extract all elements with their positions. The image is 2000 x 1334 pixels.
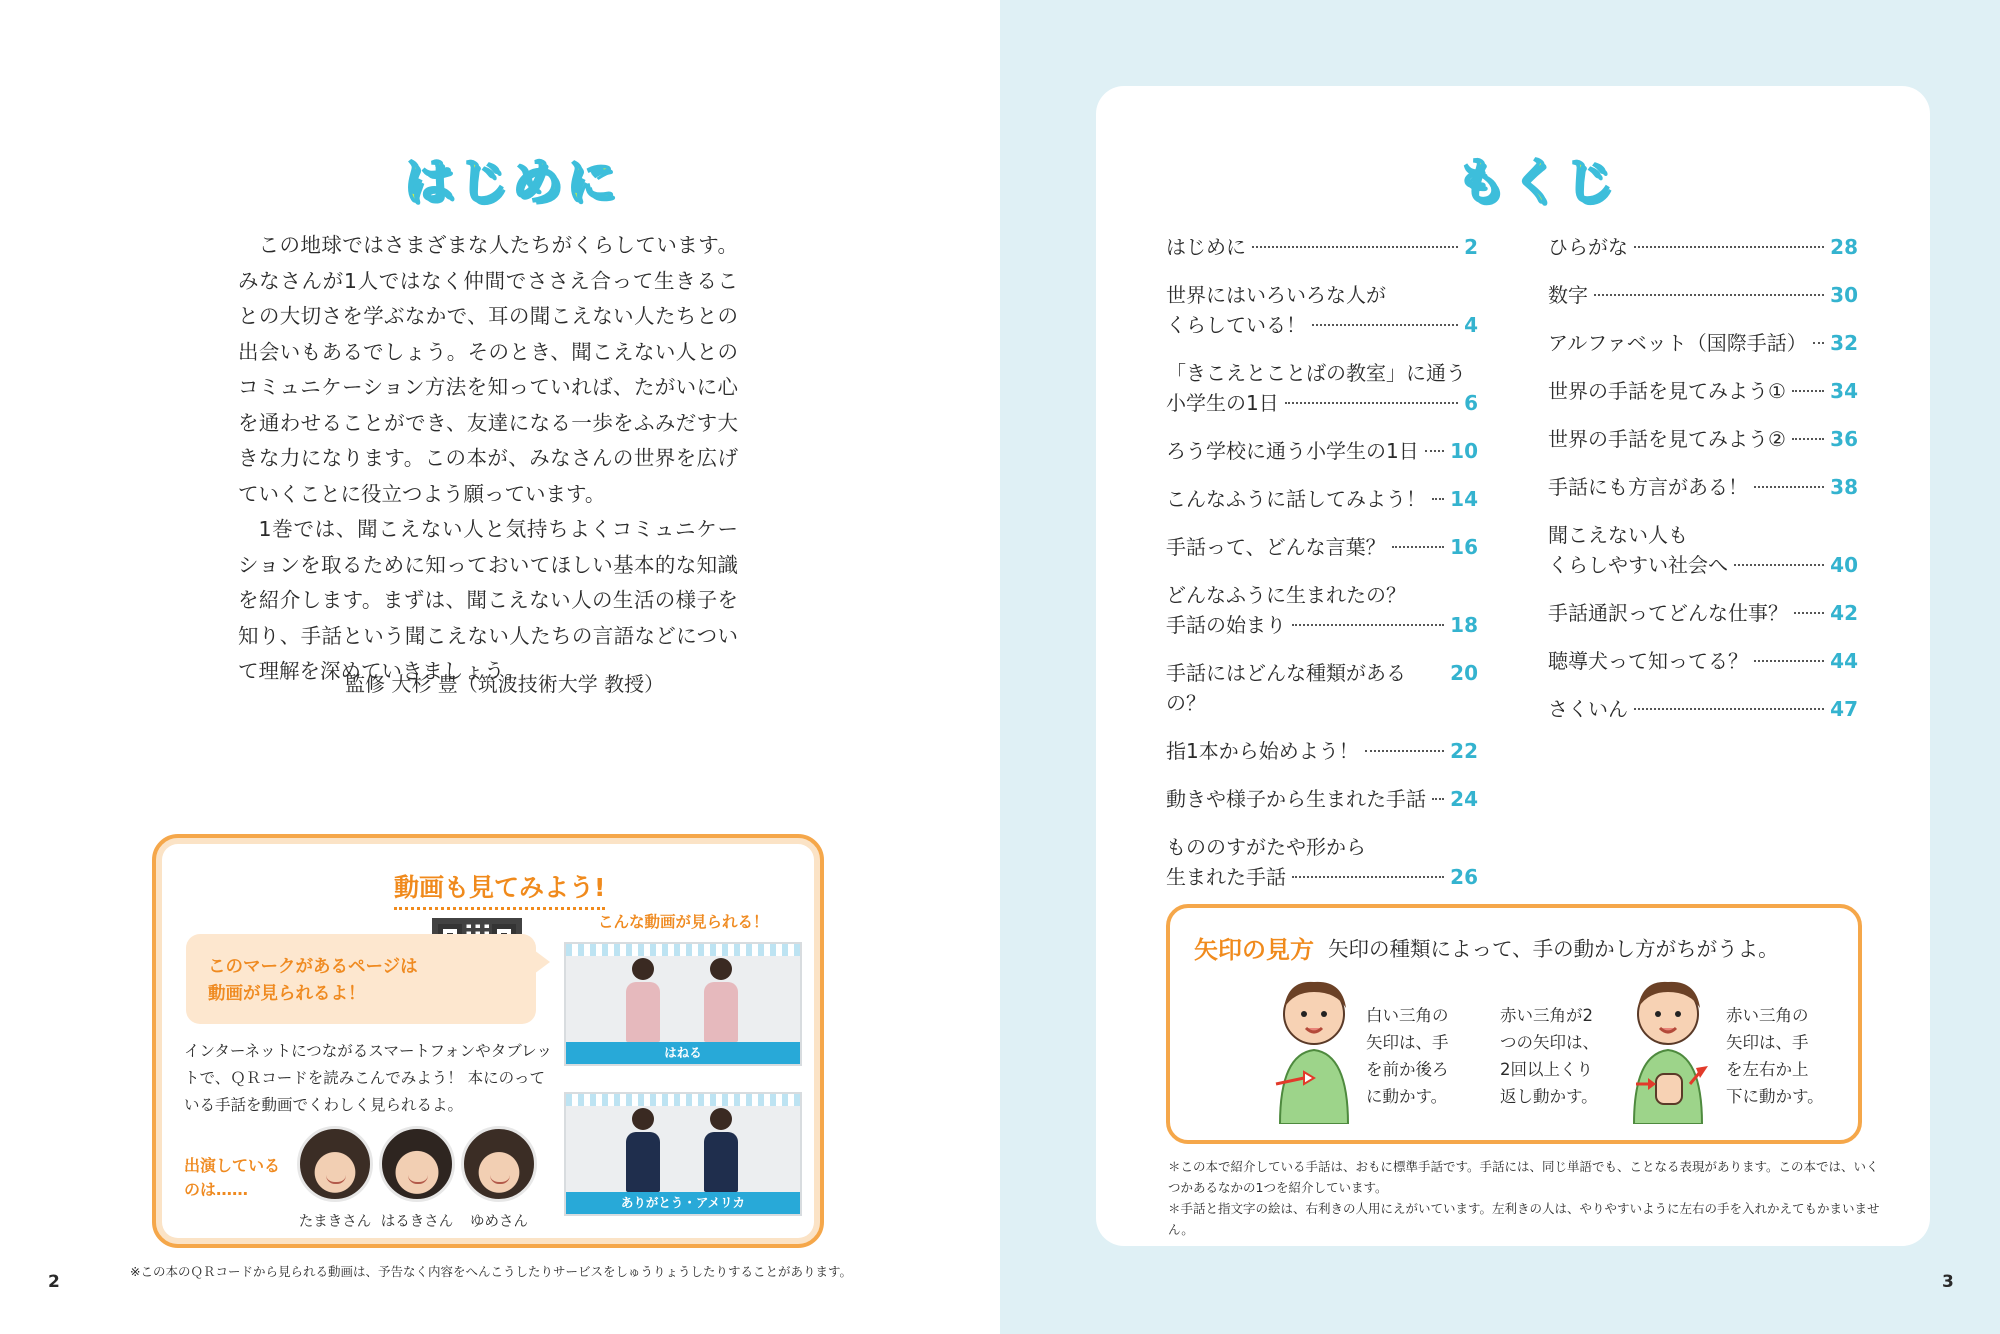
toc-item[interactable]: さくいん 47 xyxy=(1548,697,1858,721)
toc-column-left xyxy=(1166,232,1478,892)
performer-haruki xyxy=(372,1126,462,1231)
toc-item[interactable]: はじめに 2 xyxy=(1166,235,1478,259)
toc-item[interactable]: 聞こえない人も くらしやすい社会へ 40 xyxy=(1548,523,1858,577)
arrow-red-explanation: 赤い三角の 矢印は、手 を左右か上 下に動かす。 xyxy=(1726,1006,1824,1106)
toc-item[interactable]: 世界の手話を見てみよう② 36 xyxy=(1548,427,1858,451)
performer-photo xyxy=(297,1126,373,1202)
footnotes xyxy=(1168,1156,1888,1240)
mark-callout xyxy=(186,934,536,1024)
video-caption: はねる xyxy=(566,1042,800,1064)
toc-item[interactable]: 指1本から始めよう！ 22 xyxy=(1166,739,1478,763)
toc-item[interactable]: アルファベット（国際手話） 32 xyxy=(1548,331,1858,355)
page-number-left: 2 xyxy=(48,1272,60,1292)
performer-name: たまきさん xyxy=(298,1214,372,1230)
toc-item[interactable]: 数字 30 xyxy=(1548,283,1858,307)
performer-photo xyxy=(379,1126,455,1202)
toc-item[interactable]: 手話って、どんな言葉？ 16 xyxy=(1166,535,1478,559)
video-caption: ありがとう・アメリカ xyxy=(566,1192,800,1214)
supervisor-credit: 監修 大杉 豊（筑波技術大学 教授） xyxy=(345,672,665,696)
toc-item[interactable]: ひらがな 28 xyxy=(1548,235,1858,259)
video-thumbnail-arigatou[interactable] xyxy=(564,1092,802,1216)
qr-explanation: インターネットにつながるスマートフォンやタブレットで、ＱＲコードを読みこんでみよう！ 本にのっている手話を動画でくわしく見られるよ。 xyxy=(184,1042,552,1114)
video-thumbnail-haneru[interactable] xyxy=(564,942,802,1066)
toc-item[interactable]: 世界の手話を見てみよう① 34 xyxy=(1548,379,1858,403)
toc-item[interactable]: 世界にはいろいろな人が くらしている！ 4 xyxy=(1166,283,1478,337)
toc-item[interactable]: 聴導犬って知ってる？ 44 xyxy=(1548,649,1858,673)
intro-paragraph-1: この地球ではさまざまな人たちがくらしています。みなさんが1人ではなく仲間でささえ合って生きることの大切さを学ぶなかで、耳の聞こえない人たちとの出会いもあるでしょう。そのとき、聞こえない人とのコミュニケーション方法を知っていれば、たがいに心を通わせることができ、友達になる一歩をふみだす大きな力になります。この本が、みなさんの世界を広げていくことに役立つよう願っています。 xyxy=(238,233,738,506)
performer-name: はるきさん xyxy=(380,1214,454,1230)
performers-label: 出演しているのは…… xyxy=(184,1156,281,1199)
toc-item[interactable]: 動きや様子から生まれた手話 24 xyxy=(1166,787,1478,811)
toc-item[interactable]: どんなふうに生まれたの？ 手話の始まり 18 xyxy=(1166,583,1478,637)
child-illustration-icon xyxy=(1266,974,1362,1124)
performer-photo xyxy=(461,1126,537,1202)
arrow-legend-title: 矢印の見方 xyxy=(1194,936,1314,964)
performer-yume xyxy=(454,1126,544,1231)
toc-item[interactable]: ろう学校に通う小学生の1日 10 xyxy=(1166,439,1478,463)
qr-note: ※この本のＱＲコードから見られる動画は、予告なく内容をへんこうしたりサービスをしゅうりょうしたりすることがあります。 xyxy=(130,1264,852,1279)
arrow-red-twice-explanation: 赤い三角が2 つの矢印は、 2回以上くり 返し動かす。 xyxy=(1500,1006,1599,1106)
toc-item[interactable]: 手話通訳ってどんな仕事？ 42 xyxy=(1548,601,1858,625)
toc-item[interactable]: 手話にはどんな種類があるの？ 20 xyxy=(1166,661,1478,715)
toc-item[interactable]: こんなふうに話してみよう！ 14 xyxy=(1166,487,1478,511)
arrow-legend-box xyxy=(1166,904,1862,1144)
footnote-2: ＊手話と指文字の絵は、右利きの人用にえがいています。左利きの人は、やりやすいように左右の手を入れかえてもかまいません。 xyxy=(1168,1201,1880,1237)
performer-name: ゆめさん xyxy=(470,1214,528,1230)
intro-body xyxy=(238,228,738,690)
toc-title: もくじ xyxy=(1456,153,1618,211)
arrow-legend-description: 矢印の種類によって、手の動かし方がちがうよ。 xyxy=(1328,937,1779,961)
performer-tamaki xyxy=(290,1126,380,1231)
toc-item[interactable]: もののすがたや形から 生まれた手話 26 xyxy=(1166,835,1478,889)
video-box-title: 動画も見てみよう! xyxy=(394,868,605,910)
footnote-1: ＊この本で紹介している手話は、おもに標準手話です。手話には、同じ単語でも、ことなる表現があります。この本では、いくつかあるなかの1つを紹介しています。 xyxy=(1168,1159,1879,1195)
video-box xyxy=(152,834,824,1248)
mark-callout-line-1: このマークがあるページは xyxy=(208,957,418,977)
intro-title: はじめに xyxy=(404,153,620,211)
toc-column-right xyxy=(1548,232,1858,724)
toc-item[interactable]: 「きこえとことばの教室」に通う 小学生の1日 6 xyxy=(1166,361,1478,415)
intro-paragraph-2: 1巻では、聞こえない人と気持ちよくコミュニケーションを取るために知っておいてほしい基本的な知識を紹介します。まずは、聞こえない人の生活の様子を知り、手話という聞こえない人たちの言語などについて理解を深めていきましょう。 xyxy=(238,517,738,683)
toc-item[interactable]: 手話にも方言がある！ 38 xyxy=(1548,475,1858,499)
arrow-white-explanation: 白い三角の 矢印は、手 を前か後ろ に動かす。 xyxy=(1366,1006,1449,1106)
toc-card xyxy=(1096,86,1930,1246)
right-page xyxy=(1000,0,2000,1334)
videos-label: こんな動画が見られる！ xyxy=(598,913,769,931)
mark-callout-line-2: 動画が見られるよ！ xyxy=(208,984,366,1004)
page-number-right: 3 xyxy=(1942,1272,1954,1292)
child-signing-illustration-icon xyxy=(1616,974,1720,1124)
